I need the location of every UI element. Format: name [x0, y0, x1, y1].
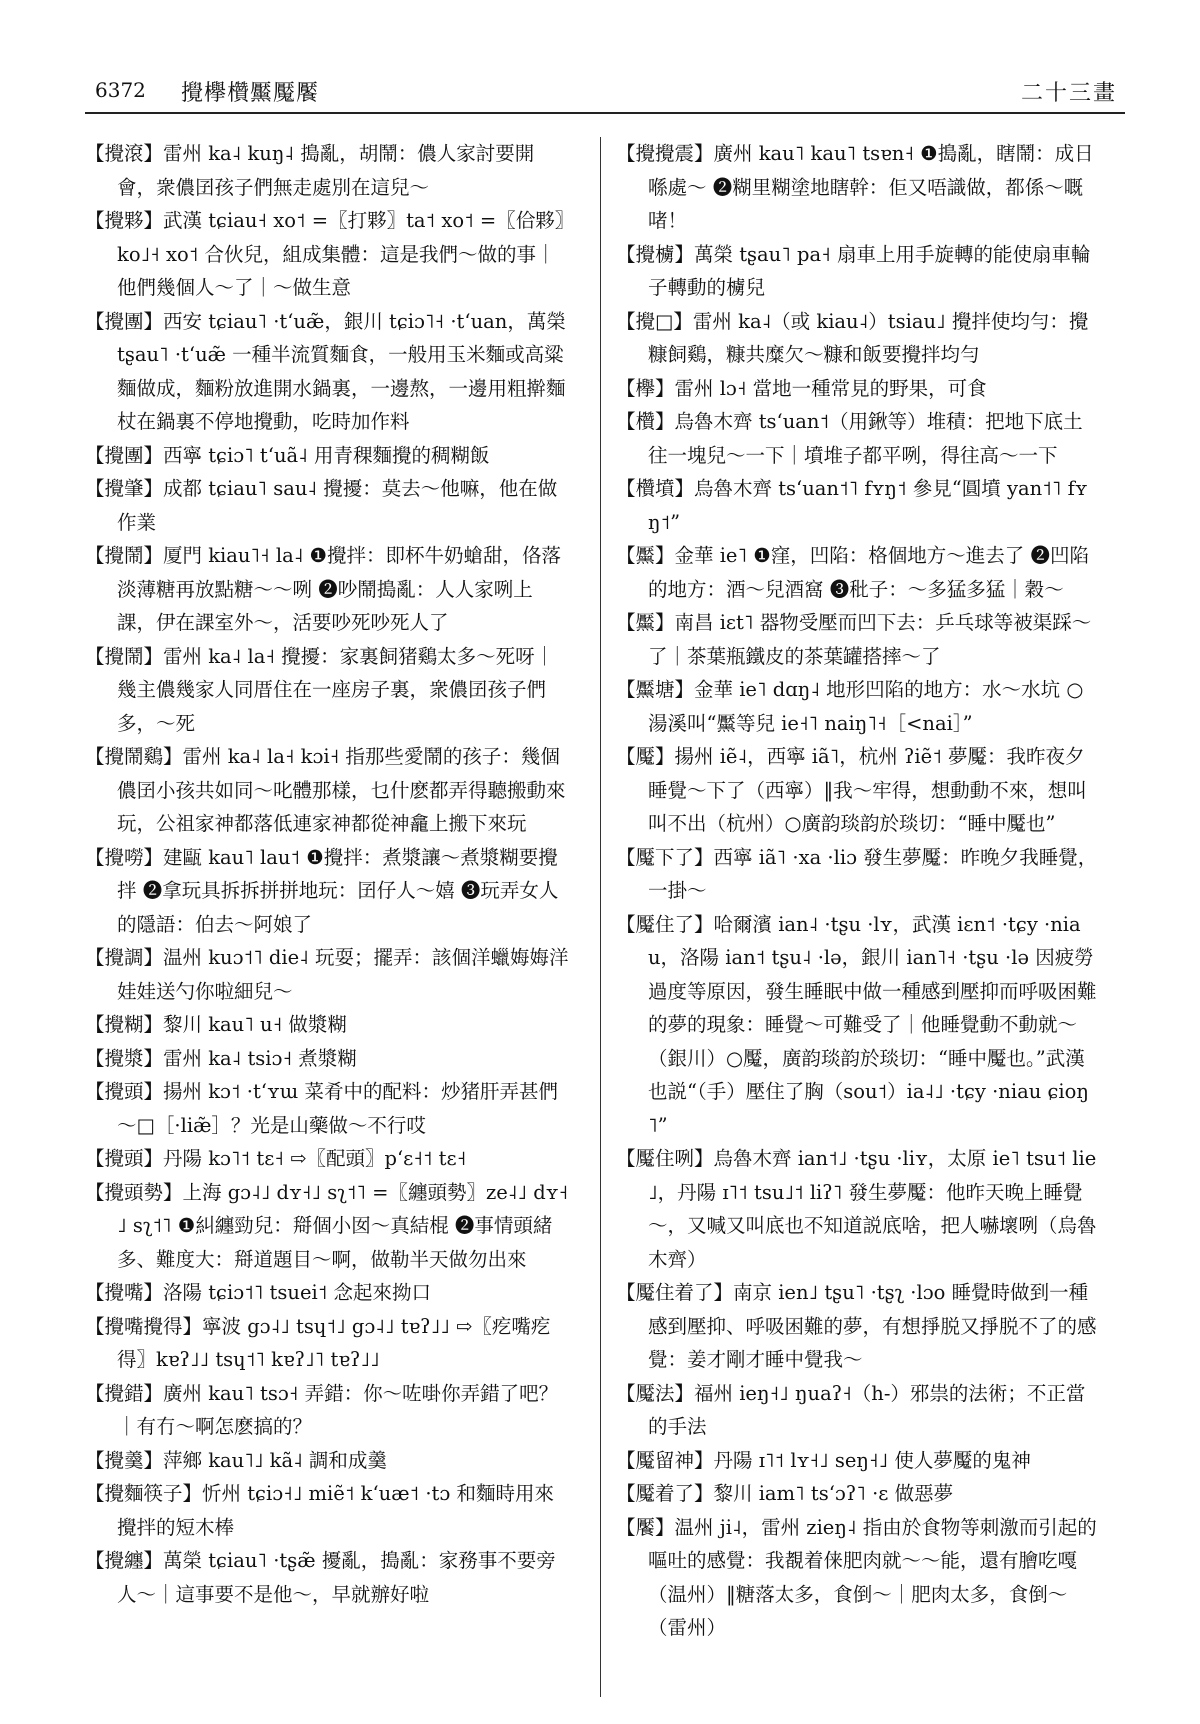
stroke-section-title: 二十三畫: [1020, 81, 1117, 106]
entry: 【攪嘮】建甌 kau˥ lau˦ ❶攪拌：煮漿讓～煮漿糊要攪拌 ❷拿玩具拆拆拼拼地玩：囝仔人～嬉 ❸玩弄女人的隱語：伯去～阿娘了: [85, 845, 559, 936]
entry: 【黶塘】金華 ie˥ dɑŋ˨ 地形凹陷的地方：水～水坑 ○湯溪叫“黶等兒 ie˧˥ naiŋ˥˧［<nai］”: [616, 678, 1084, 735]
entry: 【攪鬧】雷州 ka˨ la˧ 攪擾：家裏飼猪鷄太多～死呀｜幾主儂幾家人同厝住在一座房子裏，衆儂囝孩子們多，～死: [85, 644, 555, 735]
entry: 【攪攪震】廣州 kau˥ kau˥ tsɐn˧ ❶搗亂，瞎鬧：成日喺處～ ❷糊里糊塗地瞎幹：佢又唔識做，都係～嘅啫！: [616, 142, 1094, 232]
entry: 【饜】温州 ji˨，雷州 zieŋ˨ 指由於食物等刺激而引起的嘔吐的感覺：我覩着俫肥肉就～～能，還有膾吃嘎（温州）‖糖落太多，食倒～｜肥肉太多，食倒～（雷州）: [616, 1515, 1097, 1639]
entry: 【欑墳】烏魯木齊 tsʻuan˦˥ fʏŋ˦ 參見“圓墳 yan˦˥ fʏŋ˦”: [616, 477, 1088, 534]
entry: 【攪纏】萬榮 tɕiau˥ ·tʂæ̃ 擾亂，搗亂：家務事不要旁人～｜這事要不是他～，早就辦好啦: [85, 1549, 556, 1606]
page-header: [85, 74, 1125, 114]
right-column: [616, 137, 1100, 1645]
entry: 【攪□】雷州 ka˨（或 kiau˨）tsiau˩ 攪拌使均勻：攪糠飼鷄，糠共糜欠～糠和飯要攪拌均勻: [616, 309, 1089, 366]
entry: 【魘住着了】南京 ien˩ tʂu˥ ·tʂʅ ·lɔo 睡覺時做到一種感到壓抑、呼吸困難的夢，有想掙脱又掙脱不了的感覺：姜才剛才睡中覺我～: [616, 1281, 1097, 1371]
entry: 【魘住咧】烏魯木齊 ian˦˩ ·tʂu ·liʏ，太原 ie˥ tsu˦ lie˩，丹陽 ɪ˥˦ tsu˩˦ liʔ˥ 發生夢魘：他昨天晚上睡覺～，又喊又叫底也不知道説底啥，把人嚇壞咧（烏魯木齊）: [616, 1147, 1097, 1271]
entry: 【攪糊】黎川 kau˥ u˧ 做漿糊: [85, 1013, 347, 1036]
entry: 【攪㯭】萬榮 tʂau˥ pa˧ 扇車上用手旋轉的能使扇車輪子轉動的㯭兒: [616, 242, 1091, 299]
column-divider: [600, 137, 601, 1697]
entry: 【攪鬧鷄】雷州 ka˨ la˧ kɔi˧ 指那些愛鬧的孩子：幾個儂囝小孩共如同～叱體那樣，乜什麽都弄得聽搬動來玩，公祖家神都落低連家神都從神龕上搬下來玩: [85, 745, 566, 835]
entry: 【攪頭勢】上海 gɔ˨˩ dʏ˧˩ sʅ˦˥ =〖纏頭勢〗ze˨˩ dʏ˧˩ sʅ˦˥ ❶糾纏勁兒：搿個小囡～真結棍 ❷事情頭緒多、難度大：搿道題目～啊，做勒半天做勿出來: [85, 1180, 569, 1271]
entry: 【攪團】西寧 tɕiɔ˥ tʻuã˨ 用青稞麵攪的稠糊飯: [85, 443, 490, 467]
entry: 【攪夥】武漢 tɕiau˧ xo˦ =〖打夥〗ta˦ xo˦ =〖佮夥〗ko˩˧ xo˦ 合伙兒，組成集體：這是我們～做的事｜他們幾個人～了｜～做生意: [85, 209, 565, 299]
page-number: 6372: [95, 78, 146, 102]
entry: 【攪頭】揚州 kɔ˦ ·tʻʏɯ 菜肴中的配料：炒猪肝弄甚們～□［·liæ̃］？光是山藥做～不行哎: [85, 1080, 558, 1137]
entry: 【攪嘴】洛陽 tɕiɔ˦˥ tsuei˦ 念起來拗口: [85, 1281, 432, 1304]
entry: 【攪團】西安 tɕiau˥ ·tʻuæ̃，銀川 tɕiɔ˥˧ ·tʻuan，萬榮 tʂau˥ ·tʻuæ̃ 一種半流質麵食，一般用玉米麵或高粱麵做成，麵粉放進開水鍋裏，一邊熬，一邊用粗擀麵杖在鍋裏不停地攪動，吃時加作料: [85, 309, 566, 433]
entry: 【攪滾】雷州 ka˨ kuŋ˨ 搗亂，胡鬧：儂人家討要開會，衆儂囝孩子們無走處別在這兒～: [85, 142, 535, 199]
entry: 【欅】雷州 lɔ˧ 當地一種常見的野果，可食: [616, 376, 987, 400]
entry: 【黶】金華 ie˥ ❶窪，凹陷：格個地方～進去了 ❷凹陷的地方：酒～兒酒窩 ❸秕子：～多猛多猛｜穀～: [616, 544, 1089, 601]
entry: 【魘留神】丹陽 ɪ˥˦ lʏ˧˩ seŋ˧˩ 使人夢魘的鬼神: [616, 1448, 1031, 1472]
entry: 【攪調】温州 kuɔ˦˥ die˨ 玩耍；擺弄：該個洋蠟娒娒洋娃娃送勺你啦細兒～: [85, 946, 569, 1003]
entry: 【欑】烏魯木齊 tsʻuan˦（用鍬等）堆積：把地下底土往一塊兒～一下｜墳堆子都平咧，得往高～一下: [616, 410, 1083, 467]
entry: 【魘下了】西寧 iã˥ ·xa ·liɔ 發生夢魘：昨晚夕我睡覺，一掛～: [616, 845, 1098, 902]
entry: 【攪嘴攪得】寧波 gɔ˨˩ tsɥ˦˩ gɔ˨˩ tɐʔ˩˩ ⇨〖疙嘴疙得〗kɐʔ˩˩ tsɥ˦˥ kɐʔ˩˥ tɐʔ˩˩: [85, 1314, 551, 1371]
entry: 【攪鬧】厦門 kiau˥˧ la˨ ❶攪拌：即杯牛奶螥甜，佫落淡薄糖再放點糖～～咧 ❷吵鬧搗亂：人人家咧上課，伊在課室外～，活要吵死吵死人了: [85, 544, 562, 634]
entry: 【攪麵筷子】忻州 tɕiɔ˧˩ miẽ˦ kʻuæ˦ ·tɔ 和麵時用來攪拌的短木棒: [85, 1482, 554, 1539]
entry: 【攪肇】成都 tɕiau˥ sau˨ 攪擾：莫去～他嘛，他在做作業: [85, 477, 558, 534]
entry: 【魘法】福州 ieŋ˧˩ ŋuaʔ˧（h-）邪祟的法術；不正當的手法: [616, 1381, 1086, 1438]
entry: 【攪漿】雷州 ka˨ tsiɔ˧ 煮漿糊: [85, 1046, 357, 1070]
entry: 【攪頭】丹陽 kɔ˥˦ tɛ˧ ⇨〖配頭〗pʻɛ˧˦ tɛ˧: [85, 1147, 467, 1170]
entry: 【黶】南昌 iɛt˥ 器物受壓而凹下去：乒乓球等被渠踩～了｜茶葉瓶鐵皮的茶葉罐搭摔～了: [616, 611, 1092, 668]
left-column: [85, 137, 569, 1611]
entry: 【魘住了】哈爾濱 ian˨ ·tʂu ·lʏ，武漢 iɛn˦ ·tɕy ·niau，洛陽 ian˦ tʂu˨ ·lə，銀川 ian˥˧ ·tʂu ·lə 因疲勞過度等原因，發生睡眠中做一種感到壓抑而呼吸困難的夢的現象：睡覺～可難受了｜他睡覺動不動就～（銀川）○魘，廣韵琰韵於琰切：“睡中魘也。”武漢也説“（手）壓住了胸（sou˦）ia˨˩ ·tɕy ·niau ɕioŋ˥”: [616, 912, 1097, 1137]
entry: 【魘着了】黎川 iam˥ tsʻɔʔ˥ ·ɛ 做惡夢: [616, 1482, 954, 1505]
entry: 【攪羹】萍鄉 kau˥˩ kã˨ 調和成羹: [85, 1448, 387, 1472]
entry: 【攪錯】廣州 kau˥ tsɔ˧ 弄錯：你～咗啩你弄錯了吧？｜有冇～啊怎麽搞的？: [85, 1381, 559, 1438]
header-characters: 攪欅欑黶魘饜: [181, 81, 320, 106]
entry: 【魘】揚州 iẽ˨，西寧 iã˥，杭州 ʔiẽ˦ 夢魘：我昨夜夕睡覺～下了（西寧）‖我～牢得，想動動不來，想叫叫不出（杭州）○廣韵琰韵於琰切：“睡中魘也”: [616, 745, 1087, 835]
